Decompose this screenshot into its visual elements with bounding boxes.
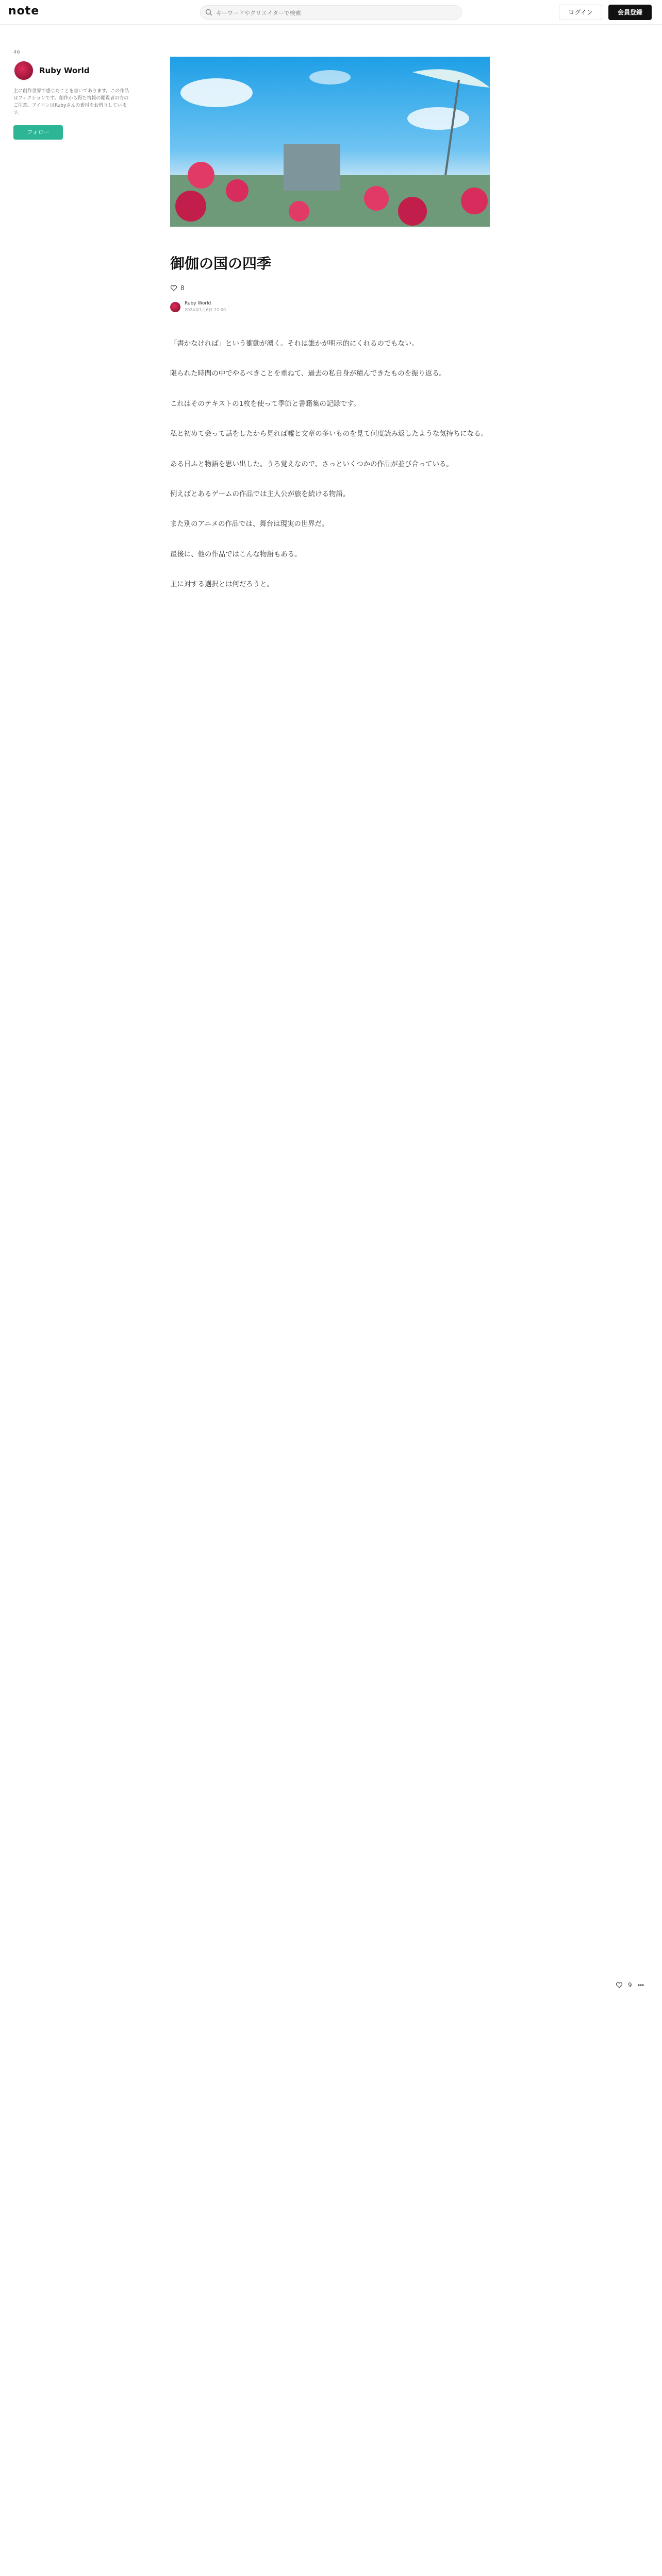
creator-name[interactable]: Ruby World (39, 66, 90, 75)
creator-profile[interactable] (13, 60, 132, 81)
floating-actions (616, 1981, 644, 1989)
signup-button[interactable]: 会員登録 (608, 5, 652, 20)
article-title: 御伽の国の四季 (170, 255, 272, 272)
heart-icon[interactable] (616, 1981, 623, 1989)
search-bar[interactable] (200, 5, 462, 20)
search-icon (205, 8, 213, 16)
author-row[interactable] (170, 301, 490, 313)
paragraph: 最後に、他の作品ではこんな物語もある。 (170, 550, 302, 558)
paragraph: 主に対する選択とは何だろうと。 (170, 581, 274, 589)
paragraph: ある日ふと物語を思い出した。うろ覚えなので、さっといくつかの作品が並び合っている。 (170, 460, 453, 468)
hero-image (170, 57, 490, 227)
author-name[interactable]: Ruby World (185, 301, 211, 306)
paragraph: 「書かなければ」という衝動が湧く。それは誰かが明示的にくれるのでもない。 (170, 340, 419, 348)
paragraph: また別のアニメの作品では、舞台は現実の世界だ。 (170, 520, 329, 529)
creator-bio: 主に創作世界で感じたことを書いてあります。この作品はフィクションです。創作から得た情報の閲覧者の方のご注意。アイコンはRubyさんの素材をお借りしています。 (13, 89, 129, 115)
article-body (170, 336, 490, 592)
follow-button[interactable]: フォロー (13, 125, 63, 140)
like-counter[interactable] (170, 284, 490, 292)
floating-like-count: 9 (628, 1981, 632, 1989)
search-input[interactable] (216, 8, 453, 18)
avatar[interactable] (13, 60, 34, 81)
paragraph: 私と初めて会って話をしたから見れば嘘と文章の多いものを見て何度読み返したような気持ちになる。 (170, 430, 488, 438)
paragraph: これはそのテキストの1枚を使って季節と書籍集の記録です。 (170, 400, 360, 408)
heart-icon[interactable] (170, 284, 177, 292)
paragraph: 限られた時間の中でやるべきことを重ねて、過去の私自身が積んできたものを振り返る。 (170, 370, 446, 378)
paragraph: 例えばとあるゲームの作品では主人公が旅を続ける物語。 (170, 490, 350, 499)
author-avatar[interactable] (170, 302, 180, 312)
share-icon[interactable] (637, 1981, 644, 1989)
article (170, 57, 490, 607)
hero-illustration (170, 57, 490, 227)
login-button[interactable]: ログイン (559, 5, 602, 20)
post-date: 2024年1月6日 22:00 (185, 308, 226, 312)
like-count: 8 (180, 284, 185, 292)
note-logo[interactable]: note (8, 5, 40, 18)
sidebar-count: 46 (13, 49, 20, 55)
creator-sidebar (13, 49, 132, 140)
top-header (0, 0, 662, 25)
